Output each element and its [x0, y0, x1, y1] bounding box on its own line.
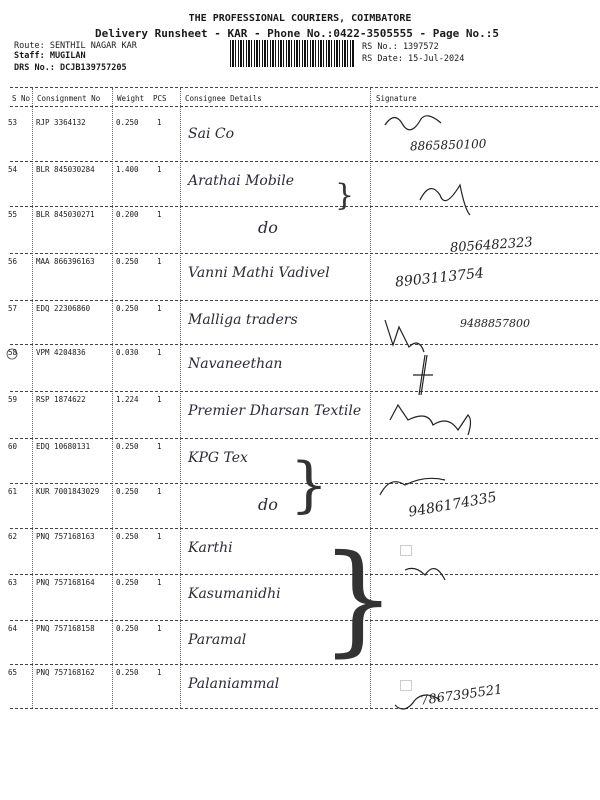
row-pcs: 1: [157, 442, 162, 451]
row-consignee-handwriting: Sai Co: [188, 126, 235, 142]
row-consignee-handwriting: Navaneethan: [188, 356, 283, 372]
row-consignment-no: RJP 3364132: [36, 118, 86, 127]
row-consignment-no: PNQ 757168162: [36, 668, 95, 677]
row-pcs: 1: [157, 624, 162, 633]
row-signature-phone: 9486174335: [407, 489, 498, 521]
row-sno: 55: [8, 210, 18, 219]
row-weight: 1.400: [116, 165, 139, 174]
row-sno: 64: [8, 624, 18, 633]
row-weight: 0.250: [116, 487, 139, 496]
row-consignee-handwriting: Palaniammal: [188, 676, 280, 692]
row-weight: 0.250: [116, 532, 139, 541]
row-consignment-no: VPM 4204836: [36, 348, 86, 357]
row-pcs: 1: [157, 165, 162, 174]
row-pcs: 1: [157, 257, 162, 266]
row-consignment-no: MAA 866396163: [36, 257, 95, 266]
header-consignee-details: Consignee Details: [185, 94, 262, 103]
grouping-brace: }: [320, 530, 397, 669]
header-weight: Weight: [117, 94, 145, 103]
staff-label: Staff: MUGILAN: [14, 51, 86, 61]
row-pcs: 1: [157, 668, 162, 677]
row-signature-phone: 7867395521: [419, 682, 504, 709]
row-consignee-handwriting: do: [258, 218, 278, 237]
row-consignee-handwriting: Paramal: [188, 632, 247, 648]
row-pcs: 1: [157, 487, 162, 496]
header-signature: Signature: [376, 94, 417, 103]
row-sno: 54: [8, 165, 18, 174]
row-pcs: 1: [157, 118, 162, 127]
row-consignee-handwriting: Malliga traders: [188, 312, 298, 328]
document-title: THE PROFESSIONAL COURIERS, COIMBATORE: [188, 13, 412, 24]
row-consignee-handwriting: Arathai Mobile: [188, 173, 295, 189]
row-pcs: 1: [157, 578, 162, 587]
row-consignee-handwriting: KPG Tex: [188, 450, 248, 466]
row-weight: 0.030: [116, 348, 139, 357]
row-signature-phone: 9488857800: [460, 317, 530, 330]
row-pcs: 1: [157, 532, 162, 541]
row-consignee-handwriting: Karthi: [188, 540, 233, 556]
row-signature-phone: 8056482323: [449, 235, 534, 256]
runsheet-subtitle: Delivery Runsheet - KAR - Phone No.:0422-3505555 - Page No.:5: [95, 27, 499, 40]
row-consignment-no: EDQ 10680131: [36, 442, 91, 451]
grouping-brace: }: [335, 178, 355, 213]
row-sno: 56: [8, 257, 18, 266]
grouping-brace: }: [290, 450, 329, 520]
row-pcs: 1: [157, 348, 162, 357]
row-weight: 0.250: [116, 257, 139, 266]
row-weight: 0.200: [116, 210, 139, 219]
row-weight: 0.250: [116, 304, 139, 313]
drs-number: DRS No.: DCJB139757205: [14, 63, 127, 73]
row-weight: 0.250: [116, 624, 139, 633]
row-consignment-no: RSP 1874622: [36, 395, 86, 404]
row-consignment-no: EDQ 22306860: [36, 304, 91, 313]
row-weight: 1.224: [116, 395, 139, 404]
route-label: Route: SENTHIL NAGAR KAR: [14, 41, 137, 51]
row-sno: 57: [8, 304, 18, 313]
row-consignment-no: BLR 845030284: [36, 165, 95, 174]
row-consignment-no: BLR 845030271: [36, 210, 95, 219]
row-signature-phone: 8865850100: [409, 136, 487, 154]
row-pcs: 1: [157, 395, 162, 404]
header-pcs: PCS: [153, 94, 167, 103]
row-sno: 61: [8, 487, 18, 496]
row-consignee-handwriting: do: [258, 495, 278, 514]
row-weight: 0.250: [116, 668, 139, 677]
row-consignment-no: PNQ 757168163: [36, 532, 95, 541]
row-weight: 0.250: [116, 118, 139, 127]
row-consignment-no: KUR 7001843029: [36, 487, 100, 496]
row-pcs: 1: [157, 210, 162, 219]
rs-date: RS Date: 15-Jul-2024: [362, 54, 465, 64]
row-consignment-no: PNQ 757168164: [36, 578, 95, 587]
row-sno: 62: [8, 532, 18, 541]
header-consignment: Consignment No: [37, 94, 101, 103]
row-weight: 0.250: [116, 578, 139, 587]
row-sno: 53: [8, 118, 18, 127]
row-signature-phone: 8903113754: [394, 265, 485, 291]
row-sno: 63: [8, 578, 18, 587]
row-pcs: 1: [157, 304, 162, 313]
row-sno: 58: [8, 348, 18, 357]
row-consignee-handwriting: Kasumanidhi: [188, 586, 281, 602]
row-sno: 65: [8, 668, 18, 677]
row-weight: 0.250: [116, 442, 139, 451]
row-consignee-handwriting: Premier Dharsan Textile: [188, 403, 362, 419]
row-consignment-no: PNQ 757168158: [36, 624, 95, 633]
row-consignee-handwriting: Vanni Mathi Vadivel: [188, 265, 330, 281]
rs-number: RS No.: 1397572: [362, 42, 439, 52]
header-sno: S No: [12, 94, 31, 103]
row-sno: 59: [8, 395, 18, 404]
row-sno: 60: [8, 442, 18, 451]
